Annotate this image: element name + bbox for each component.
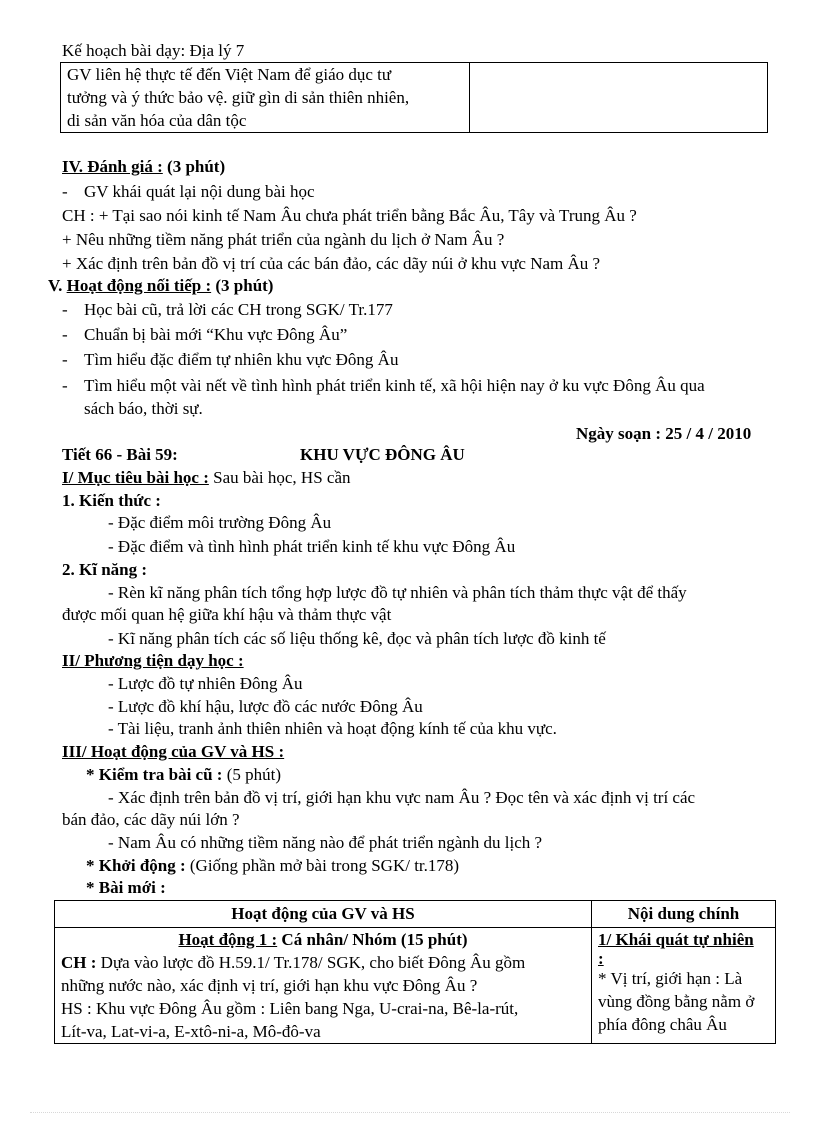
- knowledge-heading: 1. Kiến thức :: [62, 491, 161, 510]
- section-5-heading: [48, 275, 273, 297]
- section-4-time: (3 phút): [162, 157, 226, 176]
- activities-heading: III/ Hoạt động của GV và HS :: [62, 742, 285, 761]
- activity-1-mode: Cá nhân/ Nhóm (15 phút): [277, 930, 468, 949]
- check-question-continued: bán đảo, các dãy núi lớn ?: [62, 810, 240, 829]
- check-old-lesson: [86, 764, 281, 786]
- content-heading: 1/ Khái quát tự nhiên: [598, 930, 754, 949]
- warm-up: [86, 855, 459, 877]
- objectives-heading: [62, 467, 351, 489]
- dash: -: [62, 300, 68, 319]
- dash: -: [62, 325, 68, 344]
- question-text: Dựa vào lược đồ H.59.1/ Tr.178/ SGK, cho biết Đông Âu gồm: [96, 953, 526, 972]
- dash: -: [62, 182, 68, 201]
- lesson-title: KHU VỰC ĐÔNG ÂU: [300, 445, 465, 464]
- warm-up-text: (Giống phần mở bài trong SGK/ tr.178): [185, 856, 460, 875]
- section-5-item-text: Chuẩn bị bài mới “Khu vực Đông Âu”: [84, 325, 348, 344]
- section-5-item: [62, 299, 393, 321]
- section-5-item-text: Tìm hiểu một vài nết về tình hình phát triển kinh tế, xã hội hiện nay ở ku vực Đông Âu qua: [84, 376, 705, 395]
- activity-answer: HS : Khu vực Đông Âu gồm : Liên bang Nga, U-crai-na, Bê-la-rút,: [61, 999, 519, 1018]
- means-heading: II/ Phương tiện dạy học :: [62, 651, 244, 670]
- top-table-line: tưởng và ý thức bảo vệ. giữ gìn di sản thiên nhiên,: [67, 88, 410, 107]
- means-item: - Tài liệu, tranh ảnh thiên nhiên và hoạt động kính tế của khu vực.: [108, 719, 557, 738]
- means-item: - Lược đồ khí hậu, lược đồ các nước Đông Âu: [108, 697, 423, 716]
- dash: -: [62, 376, 68, 395]
- section-4-heading: [62, 156, 225, 178]
- check-time: (5 phút): [222, 765, 281, 784]
- section-4-line-4: + Xác định trên bản đồ vị trí của các bán đảo, các dãy núi ở khu vực Nam Âu ?: [62, 254, 601, 273]
- top-table-line: di sản văn hóa của dân tộc: [67, 111, 247, 130]
- content-line: * Vị trí, giới hạn : Là: [598, 969, 743, 988]
- activity-1-title: Hoạt động 1 :: [178, 930, 278, 949]
- main-table: [54, 900, 776, 1044]
- activity-answer-continued: Lít-va, Lat-vi-a, E-xtô-ni-a, Mô-đô-va: [61, 1022, 321, 1041]
- section-5-item-continued: sách báo, thời sự.: [84, 399, 203, 418]
- section-4-text: GV khái quát lại nội dung bài học: [84, 182, 315, 201]
- section-4-line-2: CH : + Tại sao nói kinh tế Nam Âu chưa phát triển bằng Bắc Âu, Tây và Trung Âu ?: [62, 206, 637, 225]
- activity-question-continued: những nước nào, xác định vị trí, giới hạn khu vực Đông Âu ?: [61, 976, 478, 995]
- section-5-item: [62, 349, 398, 371]
- skills-item: - Rèn kĩ năng phân tích tổng hợp lược đồ tự nhiên và phân tích thảm thực vật để thấy: [108, 583, 687, 602]
- main-table-header-content: Nội dung chính: [592, 901, 776, 928]
- new-lesson-heading: * Bài mới :: [86, 878, 166, 897]
- objectives-suffix: Sau bài học, HS cần: [208, 468, 351, 487]
- check-title: * Kiểm tra bài cũ :: [86, 765, 223, 784]
- lesson-number: Tiết 66 - Bài 59:: [62, 445, 178, 464]
- main-table-header-activities: Hoạt động của GV và HS: [55, 901, 592, 928]
- skills-item-continued: được mối quan hệ giữa khí hậu và thảm thực vật: [62, 605, 392, 624]
- section-5-item-text: Học bài cũ, trả lời các CH trong SGK/ Tr.177: [84, 300, 393, 319]
- content-line: phía đông châu Âu: [598, 1015, 727, 1034]
- section-5-item-text: Tìm hiểu đặc điểm tự nhiên khu vực Đông Âu: [84, 350, 399, 369]
- main-table-activity-cell: [55, 928, 592, 1044]
- top-table-line: GV liên hệ thực tế đến Việt Nam để giáo dục tư: [67, 65, 392, 84]
- section-4-line-1: [62, 181, 315, 203]
- section-4-line-3: + Nêu những tiềm năng phát triển của ngành du lịch ở Nam Âu ?: [62, 230, 505, 249]
- objectives-title: I/ Mục tiêu bài học :: [62, 468, 209, 487]
- top-table-cell-1: [61, 63, 470, 133]
- means-item: - Lược đồ tự nhiên Đông Âu: [108, 674, 303, 693]
- check-question: - Xác định trên bản đồ vị trí, giới hạn khu vực nam Âu ? Đọc tên và xác định vị trí các: [108, 788, 696, 807]
- activity-question: [61, 951, 585, 974]
- skills-item: - Kĩ năng phân tích các số liệu thống kê, đọc và phân tích lược đồ kinh tế: [108, 629, 606, 648]
- section-5-prefix: V.: [48, 276, 67, 295]
- section-5-item: [62, 375, 705, 397]
- top-table: [60, 62, 768, 133]
- section-4-title: IV. Đánh giá :: [62, 157, 163, 176]
- check-question: - Nam Âu có những tiềm năng nào để phát triển ngành du lịch ?: [108, 833, 543, 852]
- page-bottom-divider: [30, 1112, 790, 1113]
- content-line: vùng đồng bằng nằm ở: [598, 992, 755, 1011]
- activity-1-heading: [61, 928, 585, 951]
- knowledge-item: - Đặc điểm và tình hình phát triển kinh tế khu vực Đông Âu: [108, 537, 516, 556]
- section-5-title: Hoạt động nối tiếp :: [66, 276, 212, 295]
- warm-up-title: * Khởi động :: [86, 856, 186, 875]
- skills-heading: 2. Kĩ năng :: [62, 560, 148, 579]
- question-label: CH :: [61, 953, 97, 972]
- page-header: Kế hoạch bài dạy: Địa lý 7: [62, 41, 245, 60]
- date-prepared: Ngày soạn : 25 / 4 / 2010: [576, 424, 752, 443]
- knowledge-item: - Đặc điểm môi trường Đông Âu: [108, 513, 332, 532]
- dash: -: [62, 350, 68, 369]
- section-5-item: [62, 324, 347, 346]
- section-5-time: (3 phút): [211, 276, 274, 295]
- top-table-cell-2: [470, 63, 768, 133]
- main-table-content-cell: [592, 928, 776, 1044]
- content-heading-colon: :: [598, 949, 604, 968]
